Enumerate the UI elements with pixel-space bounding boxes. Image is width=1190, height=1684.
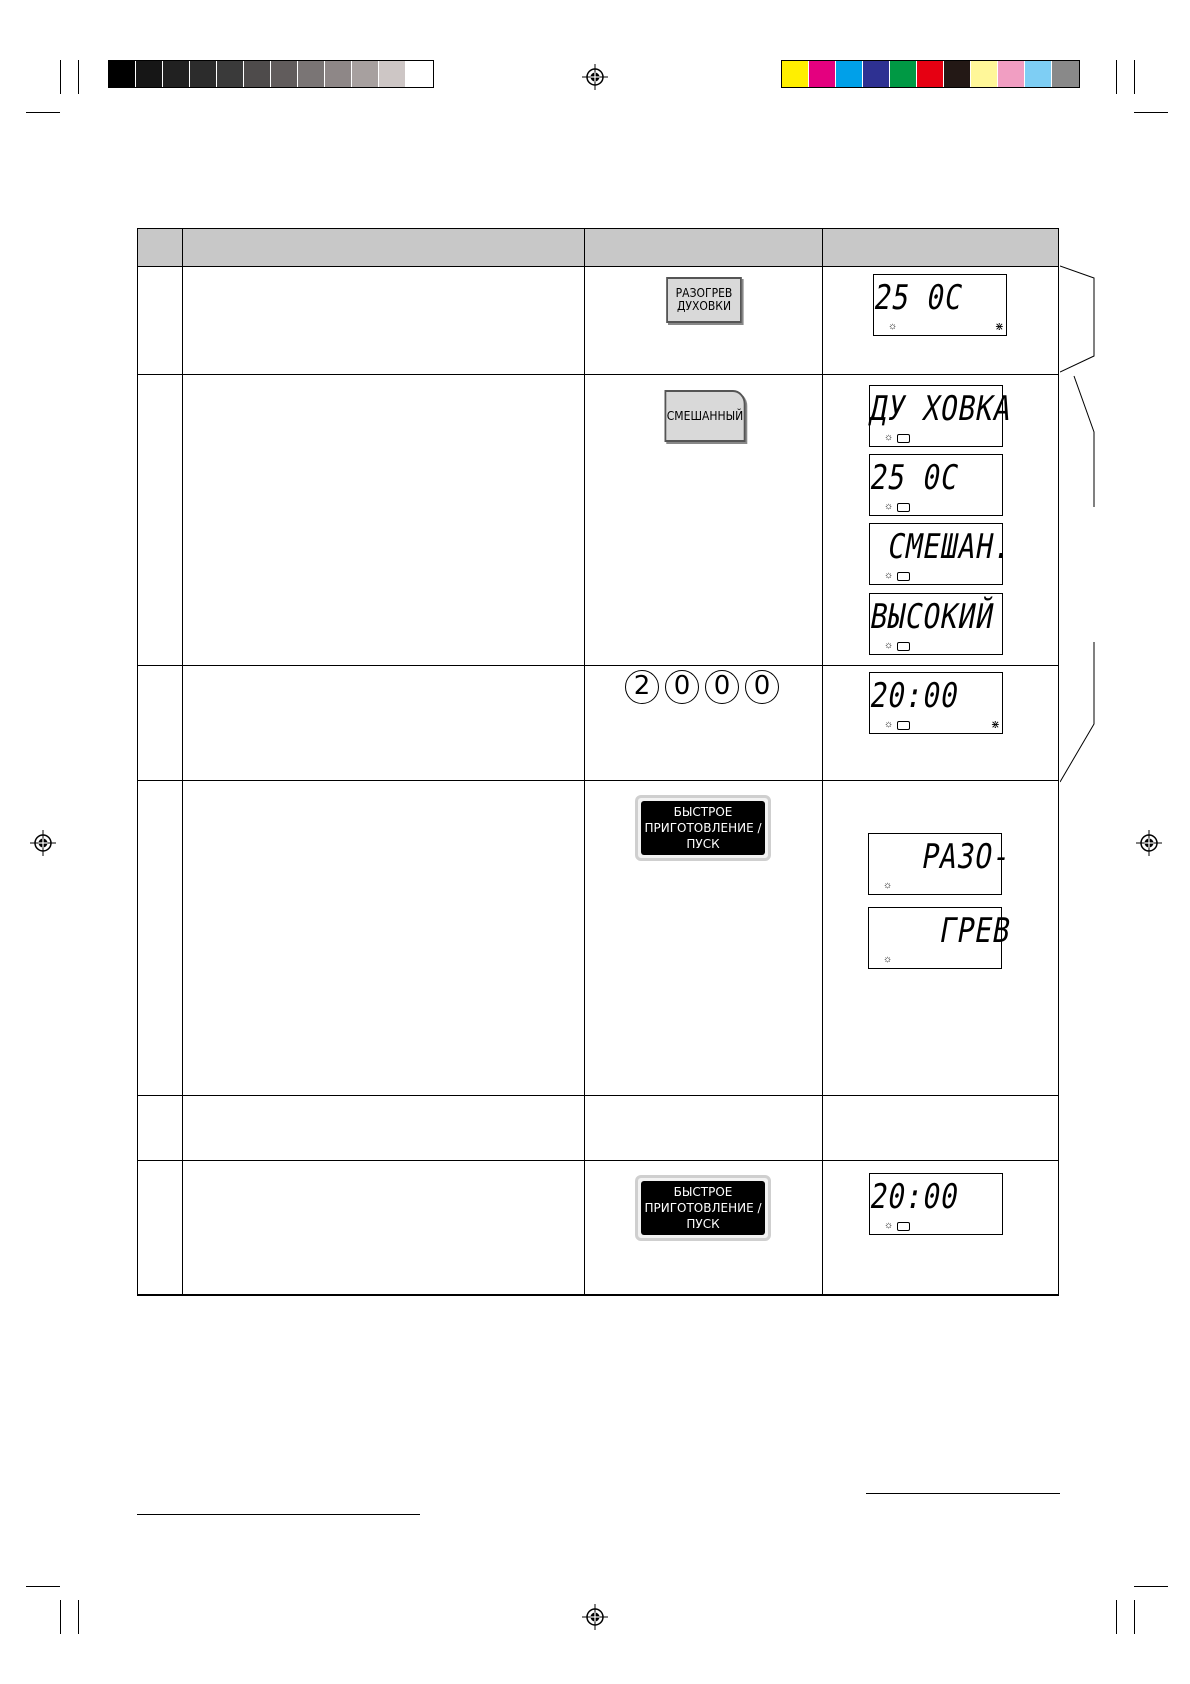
footer-rule xyxy=(866,1493,1060,1494)
pot-icon xyxy=(897,721,910,730)
sun-icon: ☼ xyxy=(884,1220,894,1231)
table-header xyxy=(138,229,1058,267)
lcd-indicators xyxy=(884,720,910,730)
sun-icon: ☼ xyxy=(883,880,893,891)
quick-start-button[interactable] xyxy=(635,1175,771,1241)
color-swatch xyxy=(190,61,217,87)
lcd-display xyxy=(869,672,1003,734)
sun-icon: ☼ xyxy=(884,432,894,443)
crop-mark xyxy=(1134,112,1168,113)
lcd-display xyxy=(869,593,1003,655)
crop-mark xyxy=(1116,60,1117,94)
column-divider xyxy=(182,229,183,1294)
lcd-display xyxy=(869,454,1003,516)
color-swatch xyxy=(136,61,163,87)
color-swatch xyxy=(406,61,433,87)
crop-mark xyxy=(1134,1586,1168,1587)
sun-icon: ☼ xyxy=(888,321,898,332)
lcd-indicators xyxy=(884,433,910,443)
lcd-display xyxy=(873,274,1007,336)
pot-icon xyxy=(897,642,910,651)
digit-button[interactable]: 0 xyxy=(745,670,779,704)
sun-icon: ☼ xyxy=(883,954,893,965)
bracket-lines xyxy=(1060,262,1096,802)
quick-start-label: БЫСТРОЕ ПРИГОТОВЛЕНИЕ / ПУСК xyxy=(641,1181,765,1235)
crop-mark xyxy=(78,60,79,94)
color-swatch xyxy=(890,61,917,87)
digit-button[interactable]: 2 xyxy=(625,670,659,704)
digit-button[interactable]: 0 xyxy=(665,670,699,704)
lcd-indicators xyxy=(888,322,897,332)
crop-mark xyxy=(78,1600,79,1634)
lcd-text: РАЗО- xyxy=(866,837,1015,877)
blink-icon: ⋇ xyxy=(994,321,1004,333)
color-swatch xyxy=(782,61,809,87)
lcd-text: 20:00 xyxy=(867,1177,963,1217)
row-divider xyxy=(138,665,1058,666)
pot-icon xyxy=(897,503,910,512)
color-swatch xyxy=(379,61,406,87)
color-swatch xyxy=(944,61,971,87)
lcd-indicators xyxy=(884,1221,910,1231)
quick-start-button[interactable] xyxy=(635,795,771,861)
sun-icon: ☼ xyxy=(884,501,894,512)
color-swatch xyxy=(809,61,836,87)
combi-button[interactable]: СМЕШАННЫЙ xyxy=(665,390,746,442)
color-swatch xyxy=(109,61,136,87)
lcd-text: 25 0C xyxy=(871,278,967,318)
lcd-indicators xyxy=(883,955,892,965)
row-divider xyxy=(138,1160,1058,1161)
lcd-display xyxy=(866,833,1015,895)
lcd-display xyxy=(867,385,1016,447)
registration-mark-icon xyxy=(30,830,56,856)
crop-mark xyxy=(1134,60,1135,94)
pot-icon xyxy=(897,434,910,443)
lcd-display xyxy=(867,523,1016,585)
color-swatch xyxy=(217,61,244,87)
row-divider xyxy=(138,374,1058,375)
lcd-text: CМЕШАН. xyxy=(867,527,1016,567)
color-swatch xyxy=(917,61,944,87)
crop-mark xyxy=(26,1586,60,1587)
pot-icon xyxy=(897,1222,910,1231)
lcd-text: ДУ ХОВКА xyxy=(867,389,1016,429)
lcd-text: 25 0C xyxy=(867,458,963,498)
sun-icon: ☼ xyxy=(884,719,894,730)
crop-mark xyxy=(26,112,60,113)
grayscale-color-bar xyxy=(108,60,434,88)
color-swatch xyxy=(998,61,1025,87)
sun-icon: ☼ xyxy=(884,640,894,651)
lcd-text: ВЫСОКИЙ xyxy=(867,597,998,637)
lcd-indicators xyxy=(884,571,910,581)
color-swatch xyxy=(1025,61,1052,87)
crop-mark xyxy=(1134,1600,1135,1634)
color-swatch xyxy=(863,61,890,87)
color-swatch xyxy=(163,61,190,87)
color-swatch xyxy=(298,61,325,87)
row-divider xyxy=(138,1095,1058,1096)
lcd-indicators xyxy=(884,502,910,512)
color-swatch xyxy=(244,61,271,87)
process-color-bar xyxy=(781,60,1080,88)
registration-mark-icon xyxy=(582,64,608,90)
lcd-text: ГРЕВ xyxy=(866,911,1015,951)
crop-mark xyxy=(60,1600,61,1634)
color-swatch xyxy=(271,61,298,87)
registration-mark-icon xyxy=(582,1604,608,1630)
color-swatch xyxy=(325,61,352,87)
lcd-display xyxy=(866,907,1015,969)
color-swatch xyxy=(1052,61,1079,87)
digit-button[interactable]: 0 xyxy=(705,670,739,704)
lcd-indicators xyxy=(883,881,892,891)
crop-mark xyxy=(1116,1600,1117,1634)
oven-preheat-button[interactable]: РАЗОГРЕВ ДУХОВКИ xyxy=(666,277,742,323)
crop-mark xyxy=(60,60,61,94)
color-swatch xyxy=(352,61,379,87)
row-divider xyxy=(138,780,1058,781)
sun-icon: ☼ xyxy=(884,570,894,581)
column-divider xyxy=(584,229,585,1294)
footer-rule xyxy=(137,1514,420,1515)
pot-icon xyxy=(897,572,910,581)
quick-start-label: БЫСТРОЕ ПРИГОТОВЛЕНИЕ / ПУСК xyxy=(641,801,765,855)
blink-icon: ⋇ xyxy=(990,719,1000,731)
lcd-indicators xyxy=(884,641,910,651)
color-swatch xyxy=(836,61,863,87)
column-divider xyxy=(822,229,823,1294)
lcd-display xyxy=(869,1173,1003,1235)
registration-mark-icon xyxy=(1136,830,1162,856)
lcd-text: 20:00 xyxy=(867,676,963,716)
color-swatch xyxy=(971,61,998,87)
